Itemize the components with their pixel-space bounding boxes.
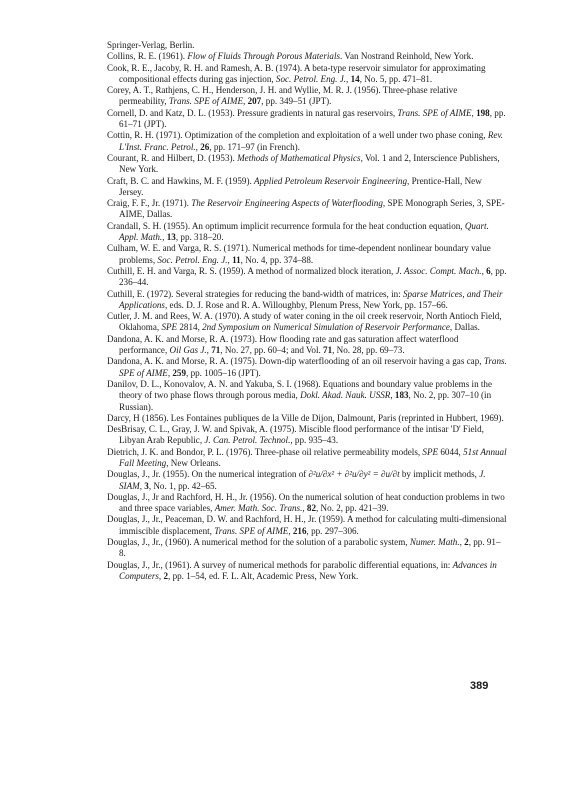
reference-segment: , pp. 61–71 (JPT).	[119, 107, 506, 130]
reference-segment: , pp. 935–43.	[290, 435, 339, 446]
reference-segment: Crandall, S. H. (1955). An optimum implicit recurrence formula for the heat conduction equation,	[107, 220, 465, 231]
reference-segment: Collins, R. E. (1961).	[107, 51, 188, 62]
reference-segment: SPE	[161, 322, 178, 333]
reference-entry	[107, 447, 507, 470]
reference-segment: Douglas, J., Jr., (1961). A survey of numerical methods for parabolic differential equations, in:	[107, 559, 453, 570]
reference-segment: 14	[350, 73, 360, 84]
reference-segment: 2nd Symposium on Numerical Simulation of Reservoir Performance	[202, 322, 450, 333]
reference-segment: Advances in Computers	[119, 559, 497, 581]
reference-segment: Craft, B. C. and Hawkins, M. F. (1959).	[107, 175, 255, 186]
reference-entry	[107, 130, 507, 153]
reference-segment: , No. 5, pp. 471–81.	[359, 73, 433, 84]
reference-segment: Quart. Appl. Math.	[119, 220, 489, 243]
reference-segment: Dokl. Akad. Nauk. USSR	[300, 390, 391, 401]
reference-segment: Cutler, J. M. and Rees, W. A. (1970). A study of water coning in the oil creek reservoir, North Antioch Field, Oklahoma,	[107, 311, 502, 333]
reference-segment: Cuthill, E. (1972). Several strategies for reducing the band-width of matrices, in:	[107, 288, 403, 299]
reference-segment: 207	[247, 96, 262, 107]
reference-segment: , SPE Monograph Series, 3, SPE-AIME, Dallas.	[119, 198, 505, 220]
reference-segment: , pp. 1005–16 (JPT).	[186, 367, 261, 378]
reference-segment: ,	[195, 141, 201, 152]
reference-entry	[107, 51, 507, 62]
reference-segment: ,	[346, 73, 351, 84]
reference-segment: ,	[206, 345, 212, 356]
reference-segment: ∂²u/∂x² + ∂²u/∂y² = ∂u/∂t	[308, 469, 400, 480]
reference-segment: , No. 2, pp. 307–10 (in Russian).	[119, 390, 492, 412]
reference-segment: ,	[162, 232, 167, 243]
reference-segment: , Vol. 1 and 2, Interscience Publishers, New York.	[119, 152, 500, 175]
reference-segment: Cook, R. E., Jacoby, R. H. and Ramesh, A. B. (1974). A beta-type reservoir simulator for approximating compositional effects during gas injection,	[107, 62, 486, 84]
reference-segment: , pp. 171–97 (in French).	[209, 141, 300, 152]
reference-entry	[107, 198, 507, 221]
reference-segment: Douglas, J., Jr and Rachford, H. H., Jr. (1956). On the numerical solution of heat conduction problems in two and three space variables,	[107, 491, 505, 514]
reference-segment: 2814,	[177, 322, 203, 333]
reference-segment: , pp. 318–20.	[175, 232, 224, 243]
reference-segment: Methods of Mathematical Physics	[237, 152, 361, 163]
reference-segment: Darcy, H (1856). Les Fontaines publiques de la Ville de Dijon, Dalmount, Paris (reprinted in Hubbert, 1969).	[107, 412, 504, 423]
reference-entry	[107, 560, 507, 583]
reference-segment: by implicit methods,	[399, 469, 480, 480]
reference-segment: , Dallas.	[449, 322, 480, 333]
reference-segment: 183	[394, 390, 409, 401]
reference-segment: Soc. Petrol. Eng. J.	[157, 254, 228, 265]
reference-segment: Applied Petroleum Reservoir Engineering	[254, 175, 408, 186]
reference-segment: J. Can. Petrol. Technol.	[204, 435, 291, 446]
reference-segment: , No. 4, pp. 374–88.	[240, 254, 314, 265]
reference-segment: , No. 27, pp. 60–4; and Vol.	[220, 345, 324, 356]
reference-segment: , New Orleans.	[166, 457, 221, 468]
reference-segment: Flow of Fluids Through Porous Materials	[187, 51, 341, 62]
reference-entry	[107, 108, 507, 131]
reference-segment: ,	[459, 537, 465, 548]
reference-segment: DesBrisay, C. L., Gray, J. W. and Spivak, A. (1975). Miscible flood performance of the intisar 'D' Field, Libyan Arab Republic,	[107, 424, 484, 446]
reference-segment: Cuthill, E. H. and Varga, R. S. (1959). A method of normalized block iteration,	[107, 265, 396, 276]
reference-segment: , No. 2, pp. 421–39.	[316, 503, 389, 514]
reference-segment: 51st Annual Fall Meeting	[119, 446, 507, 468]
reference-segment: Cottin, R. H. (1971). Optimization of the completion and exploitation of a well under two phase coning,	[107, 130, 488, 141]
reference-entry	[107, 40, 507, 51]
reference-segment: , pp. 91–8.	[119, 537, 501, 559]
reference-segment: Numer. Math.	[409, 537, 460, 548]
reference-segment: Oil Gas J.	[169, 345, 207, 356]
reference-segment: . Van Nostrand Reinhold, New York.	[340, 51, 474, 62]
reference-segment: ,	[167, 367, 173, 378]
reference-segment: 11	[232, 254, 241, 265]
reference-segment: Trans. SPE of AIME	[168, 96, 244, 107]
reference-segment: Dandona, A. K. and Morse, R. A. (1975). Down-dip waterflooding of an oil reservoir having a gas cap,	[107, 356, 484, 367]
reference-segment: 2	[163, 570, 169, 581]
reference-segment: , eds. D. J. Rose and R. A. Willoughby, Plenum Press, New York, pp. 157–66.	[164, 299, 448, 310]
reference-segment: , No. 28, pp. 69–73.	[332, 345, 405, 356]
reference-segment: Trans. SPE of AIME	[214, 525, 289, 536]
reference-segment: Corey, A. T., Rathjens, C. H., Henderson, J. H. and Wyllie, M. R. J. (1956). Three-phase relative permeability,	[107, 85, 458, 107]
reference-entry	[107, 221, 507, 244]
reference-segment: 13	[166, 232, 176, 243]
reference-entry	[107, 379, 507, 413]
reference-segment: 6044,	[438, 446, 464, 457]
reference-segment: Culham, W. E. and Varga, R. S. (1971). Numerical methods for time-dependent nonlinear boundary value problems,	[107, 243, 491, 265]
reference-entry	[107, 63, 507, 86]
reference-segment: Rev. L'Inst. Franc. Petrol.	[119, 130, 504, 152]
reference-segment: 82	[306, 503, 316, 514]
reference-entry	[107, 514, 507, 537]
reference-segment: 71	[211, 345, 221, 356]
reference-entry	[107, 266, 507, 289]
reference-segment: Dietrich, J. K. and Bondor, P. L. (1976). Three-phase oil relative permeability models,	[107, 446, 423, 457]
reference-segment: ,	[139, 480, 145, 491]
reference-segment: Soc. Petrol. Eng. J.	[275, 73, 347, 84]
reference-entry	[107, 311, 507, 334]
reference-segment: Sparse Matrices, and Their Applications	[119, 288, 503, 310]
reference-segment: ,	[302, 503, 307, 514]
reference-segment: ,	[227, 254, 233, 265]
reference-segment: Trans. SPE of AIME	[119, 356, 507, 378]
reference-segment: J. SIAM	[119, 469, 486, 491]
reference-segment: ,	[390, 390, 395, 401]
reference-segment: Douglas, J., Jr. (1955). On the numerical integration of	[107, 469, 309, 480]
reference-segment: Douglas, J., Jr., Peaceman, D. W. and Rachford, H. H., Jr. (1959). A method for calculating multi-dimensional immiscible displacement,	[107, 514, 507, 536]
reference-segment: , pp. 349–51 (JPT).	[261, 96, 332, 107]
reference-segment: ,	[471, 107, 477, 118]
reference-segment: Douglas, J., Jr., (1960). A numerical method for the solution of a parabolic system,	[107, 537, 410, 548]
reference-entry	[107, 153, 507, 176]
reference-segment: 6	[486, 265, 491, 276]
reference-segment: ,	[481, 265, 487, 276]
reference-segment: 71	[323, 345, 333, 356]
reference-entry	[107, 334, 507, 357]
reference-entry	[107, 537, 507, 560]
reference-segment: , pp. 297–306.	[306, 525, 359, 536]
reference-segment: , No. 1, pp. 42–65.	[148, 480, 217, 491]
reference-segment: Cornell, D. and Katz, D. L. (1953). Pressure gradients in natural gas reservoirs,	[107, 107, 398, 118]
reference-segment: 26	[200, 141, 210, 152]
reference-segment: Springer-Verlag, Berlin.	[107, 40, 195, 50]
reference-entry	[107, 469, 507, 492]
reference-segment: SPE	[422, 446, 439, 457]
reference-segment: , pp. 1–54, ed. F. L. Alt, Academic Press, New York.	[168, 570, 359, 581]
reference-segment: 2	[464, 537, 469, 548]
reference-entry	[107, 356, 507, 379]
reference-list	[107, 40, 507, 582]
reference-entry	[107, 413, 507, 424]
reference-segment: ,	[243, 96, 248, 107]
reference-segment: 216	[292, 525, 307, 536]
reference-segment: , pp. 236–44.	[119, 265, 507, 288]
reference-segment: 198	[476, 107, 490, 118]
reference-segment: The Reservoir Engineering Aspects of Waterflooding	[191, 198, 383, 209]
reference-segment: Craig, F. F., Jr. (1971).	[107, 198, 192, 209]
reference-segment: , Prentice-Hall, New Jersey.	[119, 175, 482, 197]
reference-segment: J. Assoc. Compt. Mach.	[395, 265, 482, 276]
reference-entry	[107, 424, 507, 447]
reference-segment: ,	[158, 570, 164, 581]
reference-segment: 3	[144, 480, 149, 491]
reference-segment: Danilov, D. L., Konovalov, A. N. and Yakuba, S. I. (1968). Equations and boundary value problems in the theory of two phase flows through porous media,	[107, 378, 492, 401]
reference-segment: Trans. SPE of AIME	[397, 107, 472, 118]
reference-segment: Courant, R. and Hilbert, D. (1953).	[107, 152, 238, 163]
reference-entry	[107, 176, 507, 199]
reference-entry	[107, 289, 507, 312]
page-number: 389	[470, 680, 489, 692]
reference-segment: 259	[172, 367, 187, 378]
reference-segment: Amer. Math. Soc. Trans.	[214, 503, 303, 514]
reference-entry	[107, 243, 507, 266]
reference-entry	[107, 492, 507, 515]
reference-segment: ,	[288, 525, 293, 536]
reference-segment: Dandona, A. K. and Morse, R. A. (1973). How flooding rate and gas saturation affect waterflood performance,	[107, 333, 459, 356]
reference-entry	[107, 85, 507, 108]
